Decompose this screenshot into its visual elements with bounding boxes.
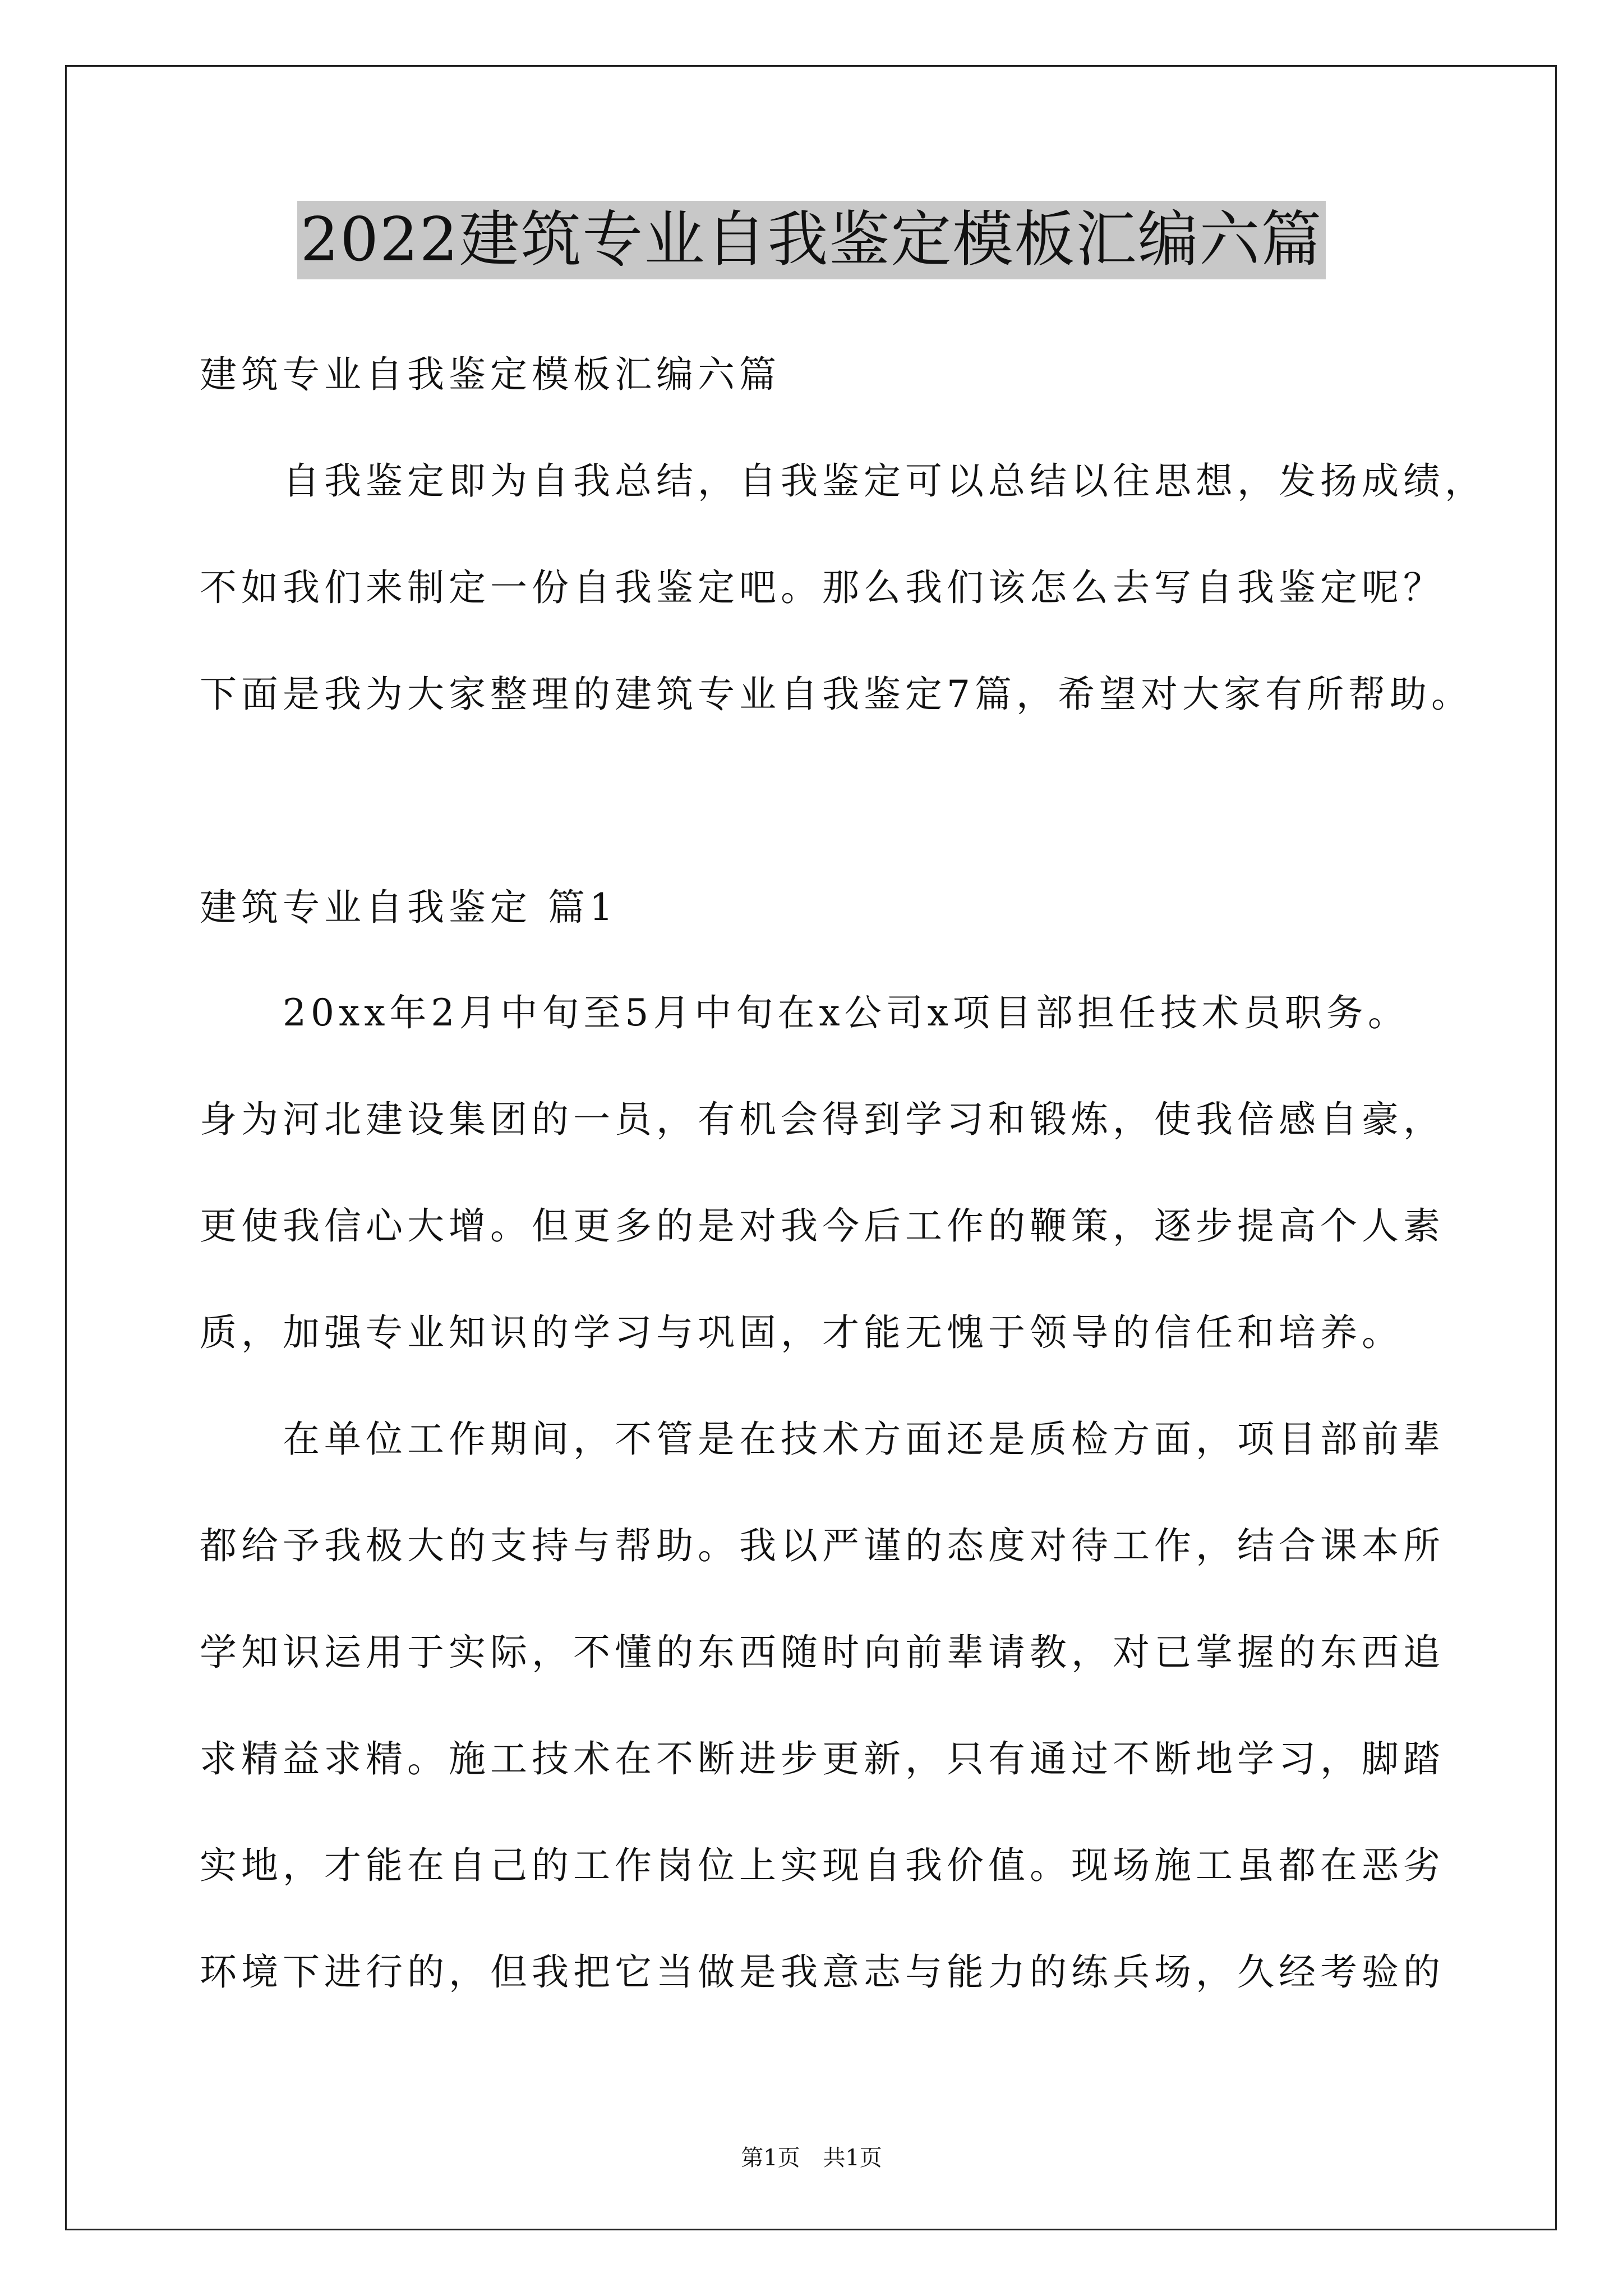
paragraph-line: 实地，才能在自己的工作岗位上实现自我价值。现场施工虽都在恶劣 [200, 1844, 1445, 1887]
paragraph-line: 不如我们来制定一份自我鉴定吧。那么我们该怎么去写自我鉴定呢？ [200, 566, 1445, 609]
document-title-text: 2022建筑专业自我鉴定模板汇编六篇 [297, 201, 1326, 279]
paragraph-line: 质，加强专业知识的学习与巩固，才能无愧于领导的信任和培养。 [200, 1311, 1403, 1354]
paragraph-line: 都给予我极大的支持与帮助。我以严谨的态度对待工作，结合课本所 [200, 1524, 1445, 1567]
paragraph-line: 环境下进行的，但我把它当做是我意志与能力的练兵场，久经考验的 [200, 1950, 1445, 1994]
paragraph-line: 在单位工作期间，不管是在技术方面还是质检方面，项目部前辈 [283, 1418, 1445, 1461]
document-title [0, 201, 1623, 279]
paragraph-line: 20xx年2月中旬至5月中旬在x公司x项目部担任技术员职务。 [283, 991, 1409, 1034]
paragraph-line: 下面是我为大家整理的建筑专业自我鉴定7篇，希望对大家有所帮助。 [200, 673, 1473, 716]
paragraph-line: 学知识运用于实际，不懂的东西随时向前辈请教，对已掌握的东西追 [200, 1631, 1445, 1674]
page-total: 共1页 [823, 2145, 882, 2171]
paragraph-line: 身为河北建设集团的一员，有机会得到学习和锻炼，使我倍感自豪， [200, 1098, 1445, 1141]
paragraph-line: 更使我信心大增。但更多的是对我今后工作的鞭策，逐步提高个人素 [200, 1204, 1445, 1248]
paragraph-line: 求精益求精。施工技术在不断进步更新，只有通过不断地学习，脚踏 [200, 1737, 1445, 1780]
subtitle-line: 建筑专业自我鉴定模板汇编六篇 [200, 353, 781, 396]
section-heading: 建筑专业自我鉴定 篇1 [200, 886, 617, 929]
paragraph-line: 自我鉴定即为自我总结，自我鉴定可以总结以往思想，发扬成绩， [283, 459, 1486, 503]
page-number: 第1页 [741, 2145, 800, 2171]
page-footer [0, 2144, 1623, 2172]
